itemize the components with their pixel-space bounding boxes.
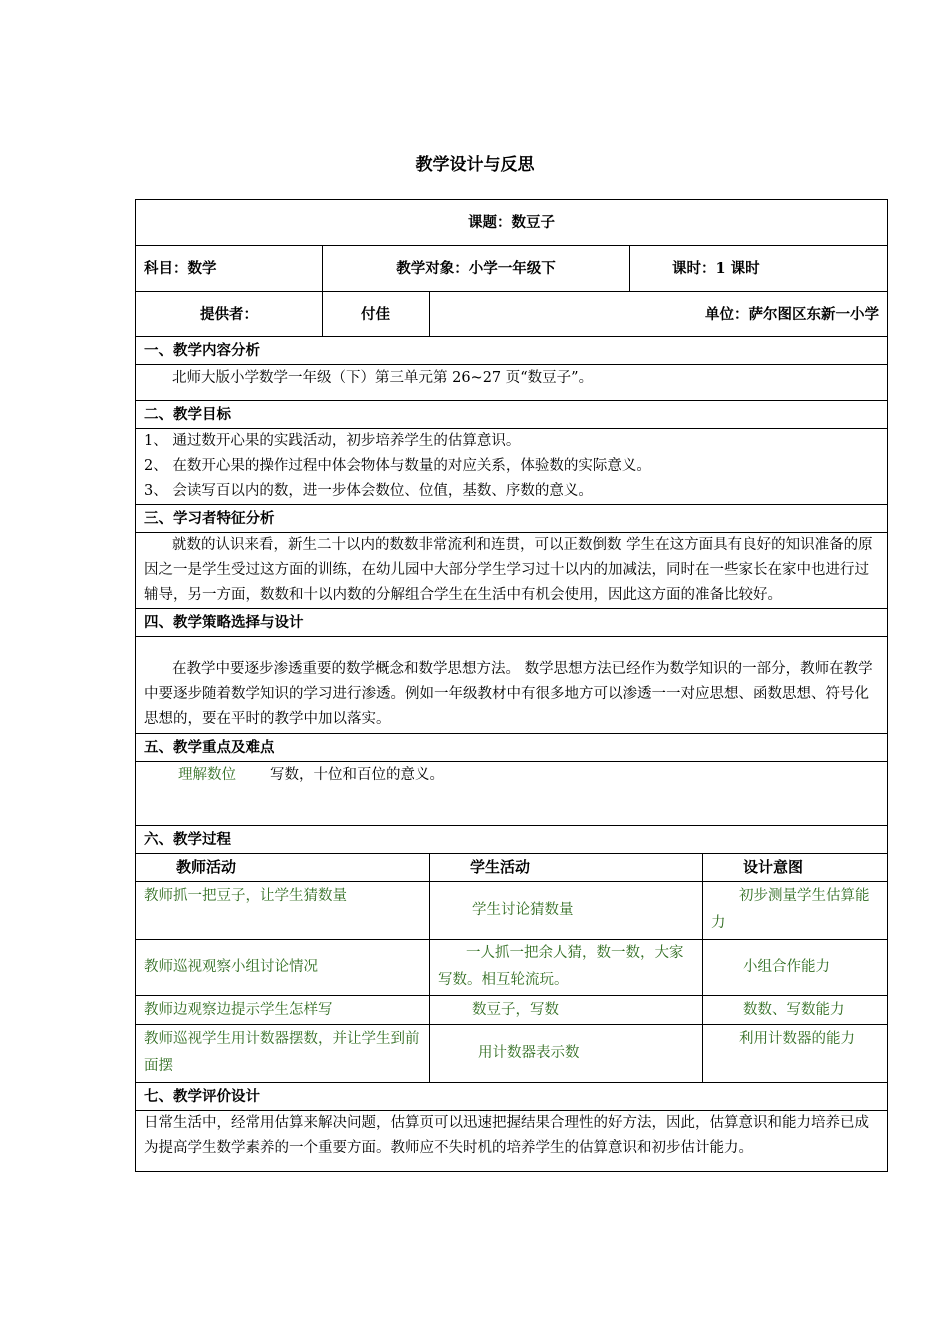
column-header: 学生活动 (430, 854, 703, 882)
section-body (136, 637, 888, 734)
section-body (136, 533, 888, 609)
subject-cell: 科目：数学 (136, 246, 323, 292)
objective-item: 1、 通过数开心果的实践活动，初步培养学生的估算意识。 (144, 433, 521, 449)
student-activity: 数豆子，写数 (430, 996, 703, 1025)
section-heading (136, 826, 888, 854)
section1-heading: 一、教学内容分析 (136, 337, 888, 365)
section5-body (136, 762, 888, 826)
process-row (136, 940, 888, 996)
process-row (136, 1025, 888, 1083)
teacher-activity: 教师边观察边提示学生怎样写 (136, 996, 430, 1025)
provider-name: 付佳 (323, 292, 430, 337)
section7-heading: 七、教学评价设计 (136, 1083, 888, 1111)
column-header: 设计意图 (703, 854, 888, 882)
process-row (136, 996, 888, 1025)
design-intent: 利用计数器的能力 (703, 1025, 888, 1083)
page-title: 教学设计与反思 (415, 155, 535, 175)
audience-cell: 教学对象：小学一年级下 (323, 246, 630, 292)
objective-item: 2、 在数开心果的操作过程中体会物体与数量的对应关系，体验数的实际意义。 (144, 458, 651, 474)
section-heading (136, 401, 888, 429)
section3-heading: 三、学习者特征分析 (136, 505, 888, 533)
section-heading (136, 609, 888, 637)
teacher-activity: 教师抓一把豆子，让学生猜数量 (136, 882, 430, 940)
provider-label: 提供者： (136, 292, 323, 337)
section-heading (136, 734, 888, 762)
section-heading (136, 1083, 888, 1111)
section4-body: 在教学中要逐步渗透重要的数学概念和数学思想方法。 数学思想方法已经作为数学知识的一部分，教师在教学中要逐步随着数学知识的学习进行渗透。例如一年级教材中有很多地方可以渗透一一对应思想、函数思想、符号化思想的，要在平时的教学中加以落实。 (136, 637, 888, 734)
section7-body: 日常生活中，经常用估算来解决问题，估算页可以迅速把握结果合理性的好方法，因此，估算意识和能力培养已成为提高学生数学素养的一个重要方面。教师应不失时机的培养学生的估算意识和初步估计能力。 (136, 1111, 888, 1172)
teacher-activity: 教师巡视学生用计数器摆数，并让学生到前面摆 (136, 1025, 430, 1083)
student-activity: 用计数器表示数 (430, 1025, 703, 1083)
teacher-activity: 教师巡视观察小组讨论情况 (136, 940, 430, 996)
section4-heading: 四、教学策略选择与设计 (136, 609, 888, 637)
lesson-plan-table (135, 199, 888, 1172)
design-intent: 小组合作能力 (703, 940, 888, 996)
process-row (136, 882, 888, 940)
section-body (136, 429, 888, 505)
provider-row (136, 292, 888, 337)
meta-row (136, 246, 888, 292)
design-intent: 数数、写数能力 (703, 996, 888, 1025)
objective-item: 3、 会读写百以内的数，进一步体会数位、位值，基数、序数的意义。 (144, 483, 593, 499)
unit-cell: 单位：萨尔图区东新一小学 (430, 292, 888, 337)
focus-point: 理解数位 (178, 767, 236, 783)
focus-detail: 写数，十位和百位的意义。 (270, 767, 444, 783)
design-intent: 初步测量学生估算能力 (703, 882, 888, 940)
lesson-title: 课题：数豆子 (136, 200, 888, 246)
student-activity: 一人抓一把余人猜，数一数，大家写数。相互轮流玩。 (430, 940, 703, 996)
section-heading (136, 505, 888, 533)
section2-body (136, 429, 888, 505)
section-body (136, 365, 888, 401)
section1-body: 北师大版小学数学一年级（下）第三单元第 26~27 页“数豆子”。 (136, 365, 888, 401)
period-cell: 课时：1 课时 (630, 246, 888, 292)
lesson-title-row (136, 200, 888, 246)
process-header-row (136, 854, 888, 882)
section-body (136, 762, 888, 826)
student-activity: 学生讨论猜数量 (430, 882, 703, 940)
section2-heading: 二、教学目标 (136, 401, 888, 429)
section3-body: 就数的认识来看，新生二十以内的数数非常流利和连贯，可以正数倒数 学生在这方面具有良好的知识准备的原因之一是学生受过这方面的训练，在幼儿园中大部分学生学习过十以内的加减法，同时在一些家长在家中也进行过辅导，另一方面，数数和十以内数的分解组合学生在生活中有机会使用，因此这方面的准备比较好。 (136, 533, 888, 609)
section6-heading: 六、教学过程 (136, 826, 888, 854)
section5-heading: 五、教学重点及难点 (136, 734, 888, 762)
section-body (136, 1111, 888, 1172)
column-header: 教师活动 (136, 854, 430, 882)
section-heading (136, 337, 888, 365)
